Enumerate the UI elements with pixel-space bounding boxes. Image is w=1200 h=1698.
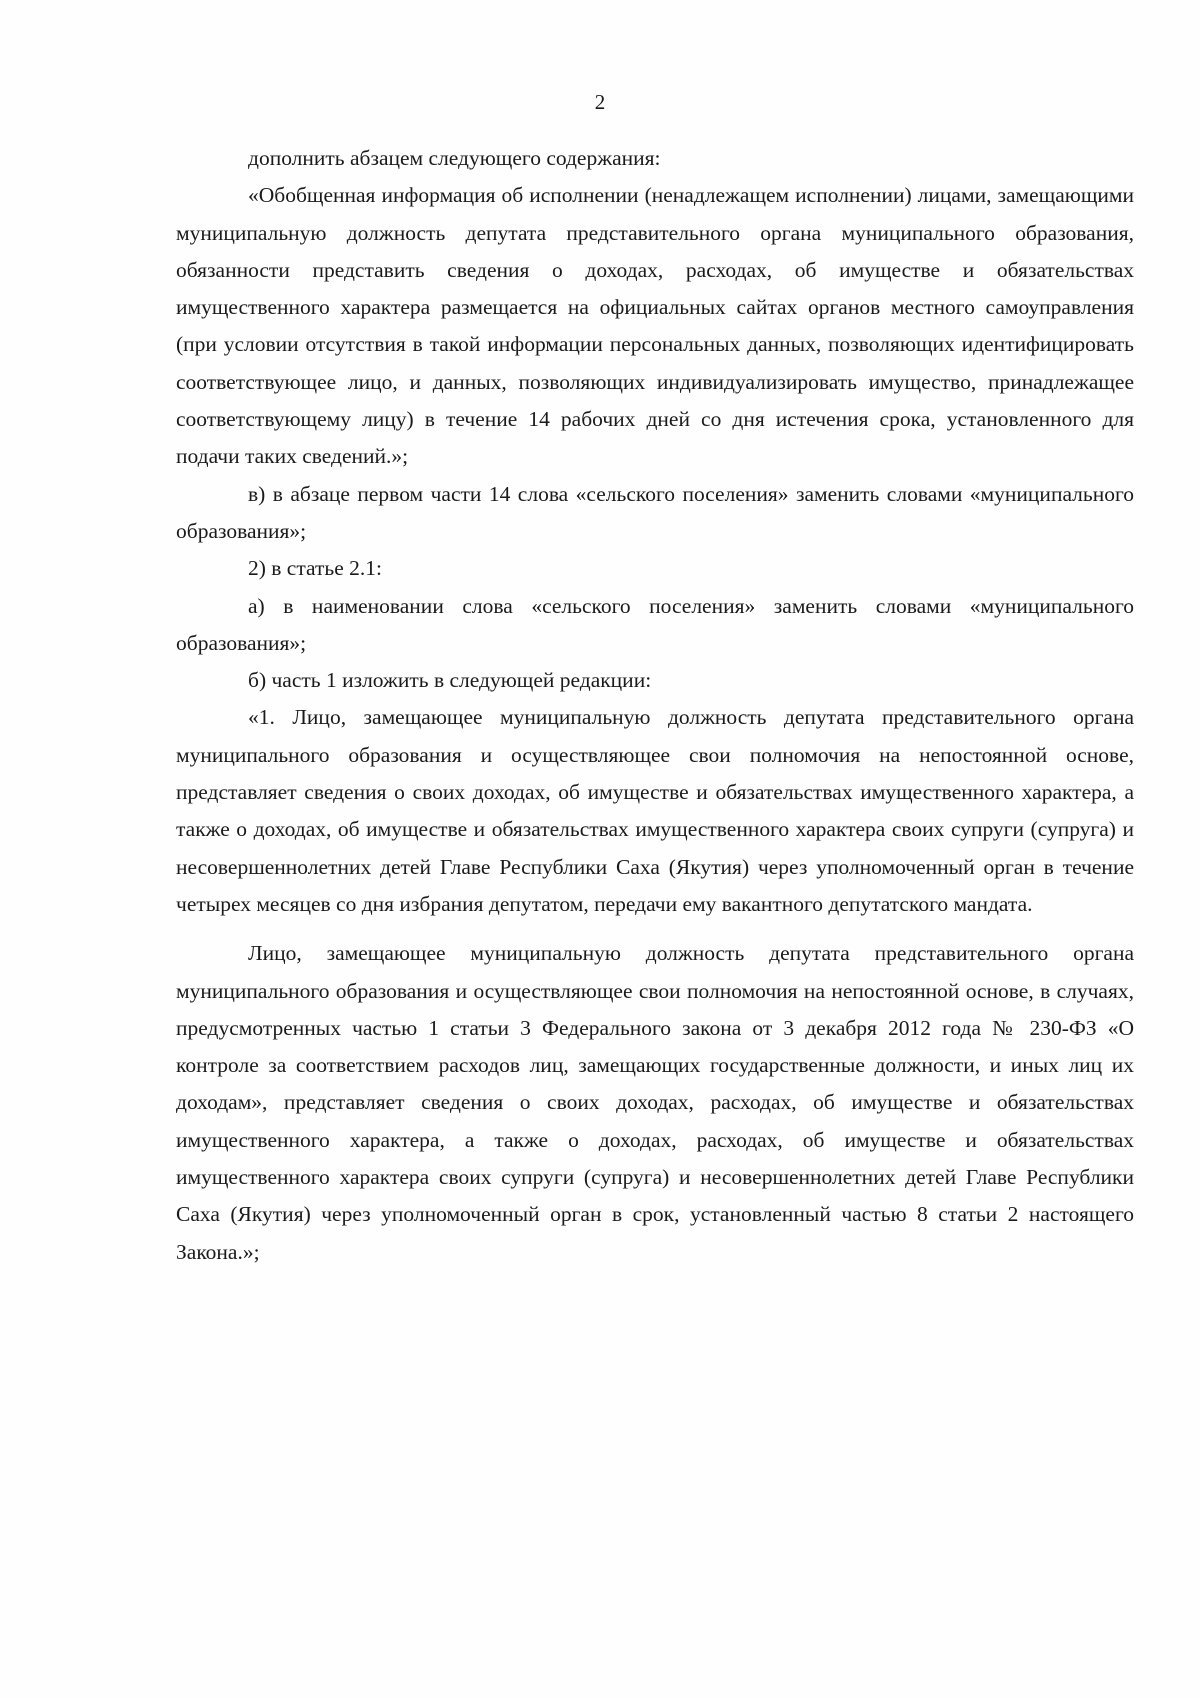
paragraph-item-v: в) в абзаце первом части 14 слова «сельского поселения» заменить словами «муниципального образования»; — [176, 481, 1134, 543]
page-number: 2 — [594, 90, 606, 114]
paragraph-quoted-info: «Обобщенная информация об исполнении (ненадлежащем исполнении) лицами, замещающими муниципальную должность депутата представительного органа муниципального образования, обязанности представить сведения о доходах, расходах, об имуществе и обязательствах имущественного характера размещается на официальных сайтах органов местного самоуправления (при условии отсутствия в такой информации персональных данных, позволяющих идентифицировать соответствующее лицо, и данных, позволяющих индивидуализировать имущество, принадлежащее соответствующему лицу) в течение 14 рабочих дней со дня истечения срока, установленного для подачи таких сведений.»; — [176, 183, 1134, 469]
paragraph-item-a: а) в наименовании слова «сельского поселения» заменить словами «муниципального образования»; — [176, 593, 1134, 655]
paragraph-item-2: 2) в статье 2.1: — [248, 556, 382, 581]
document-body — [176, 140, 1134, 1271]
paragraph-part-1: «1. Лицо, замещающее муниципальную должность депутата представительного органа муниципального образования и осуществляющее свои полномочия на непостоянной основе, представляет сведения о своих доходах, об имуществе и обязательствах имущественного характера, а также о доходах, об имуществе и обязательствах имущественного характера своих супруги (супруга) и несовершеннолетних детей Главе Республики Саха (Якутия) через уполномоченный орган в течение четырех месяцев со дня избрания депутатом, передачи ему вакантного депутатского мандата. — [176, 705, 1134, 916]
paragraph-item-b: б) часть 1 изложить в следующей редакции: — [248, 668, 652, 693]
paragraph-intro: дополнить абзацем следующего содержания: — [248, 146, 661, 170]
paragraph-part-1-second: Лицо, замещающее муниципальную должность депутата представительного органа муниципального образования и осуществляющее свои полномочия на непостоянной основе, в случаях, предусмотренных частью 1 статьи 3 Федерального закона от 3 декабря 2012 года № 230-ФЗ «О контроле за соответствием расходов лиц, замещающих государственные должности, и иных лиц их доходам», представляет сведения о своих доходах, расходах, об имуществе и обязательствах имущественного характера, а также о доходах, расходах, об имуществе и обязательствах имущественного характера своих супруги (супруга) и несовершеннолетних детей Главе Республики Саха (Якутия) через уполномоченный орган в срок, установленный частью 8 статьи 2 настоящего Закона.»; — [176, 941, 1134, 1264]
